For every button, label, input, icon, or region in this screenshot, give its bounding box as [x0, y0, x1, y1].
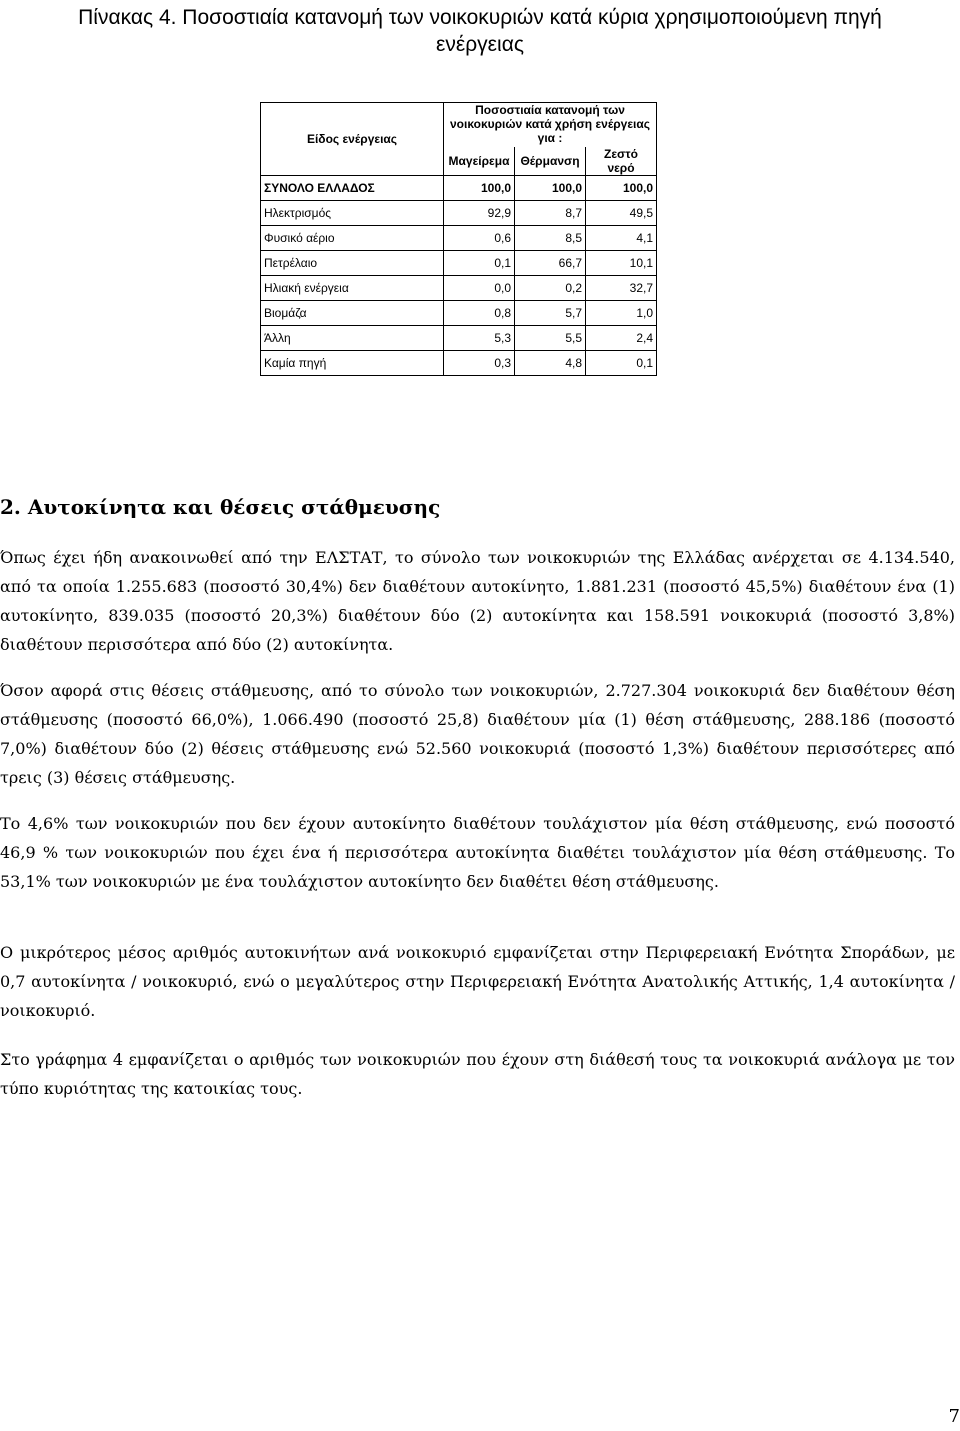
table-row-total	[261, 176, 657, 201]
hot-water-value: 10,1	[586, 251, 657, 276]
energy-type-header: Είδος ενέργειας	[261, 103, 444, 176]
row-label: Ηλεκτρισμός	[261, 201, 444, 226]
heating-value: 100,0	[515, 176, 586, 201]
cooking-header: Μαγείρεμα	[444, 147, 515, 176]
table-row	[261, 301, 657, 326]
heating-value: 8,7	[515, 201, 586, 226]
hot-water-value: 32,7	[586, 276, 657, 301]
cooking-value: 0,0	[444, 276, 515, 301]
heating-value: 0,2	[515, 276, 586, 301]
paragraph-households-cars: Όπως έχει ήδη ανακοινωθεί από την ΕΛΣΤΑΤ, το σύνολο των νοικοκυριών της Ελλάδας ανέρχεται σε 4.134.540, από τα οποία 1.255.683 (ποσοστό 30,4%) δεν διαθέτουν αυτοκίνητο, 1.881.231 (ποσοστό 45,5%) διαθέτουν ένα (1) αυτοκίνητο, 839.035 (ποσοστό 20,3%) διαθέτουν δύο (2) αυτοκίνητα και 158.591 νοικοκυριά (ποσοστό 3,8%) διαθέτουν περισσότερα από δύο (2) αυτοκίνητα.	[0, 548, 955, 654]
hot-water-header: Ζεστό νερό	[586, 147, 657, 176]
section-heading: 2. Αυτοκίνητα και θέσεις στάθμευσης	[0, 495, 441, 519]
hot-water-value: 0,1	[586, 351, 657, 376]
row-label: Ηλιακή ενέργεια	[261, 276, 444, 301]
row-label: Πετρέλαιο	[261, 251, 444, 276]
page-number: 7	[948, 1406, 960, 1427]
heating-value: 4,8	[515, 351, 586, 376]
cooking-value: 0,1	[444, 251, 515, 276]
heating-header: Θέρμανση	[515, 147, 586, 176]
row-label: Βιομάζα	[261, 301, 444, 326]
distribution-group-header: Ποσοστιαία κατανομή των νοικοκυριών κατά χρήση ενέργειας για :	[444, 103, 657, 148]
heating-value: 5,7	[515, 301, 586, 326]
paragraph-cars-per-household: Ο μικρότερος μέσος αριθμός αυτοκινήτων ανά νοικοκυριό εμφανίζεται στην Περιφερειακή Ενότητα Σποράδων, με 0,7 αυτοκίνητα / νοικοκυριό, ενώ ο μεγαλύτερος στην Περιφερειακή Ενότητα Ανατολικής Αττικής, 1,4 αυτοκίνητα / νοικοκυριό.	[0, 943, 955, 1020]
cooking-value: 0,8	[444, 301, 515, 326]
hot-water-value: 49,5	[586, 201, 657, 226]
row-label: Άλλη	[261, 326, 444, 351]
table-row	[261, 251, 657, 276]
hot-water-value: 1,0	[586, 301, 657, 326]
row-label: Καμία πηγή	[261, 351, 444, 376]
cooking-value: 0,3	[444, 351, 515, 376]
cooking-value: 5,3	[444, 326, 515, 351]
hot-water-value: 2,4	[586, 326, 657, 351]
paragraph-chart-reference: Στο γράφημα 4 εμφανίζεται ο αριθμός των νοικοκυριών που έχουν στη διάθεσή τους τα νοικοκυριά ανάλογα με τον τύπο κυριότητας της κατοικίας τους.	[0, 1050, 955, 1098]
heating-value: 66,7	[515, 251, 586, 276]
table-caption-line-1: Πίνακας 4. Ποσοστιαία κατανομή των νοικοκυριών κατά κύρια χρησιμοποιούμενη πηγή	[78, 6, 882, 29]
heating-value: 5,5	[515, 326, 586, 351]
energy-source-table	[260, 102, 657, 376]
hot-water-value: 100,0	[586, 176, 657, 201]
cooking-value: 0,6	[444, 226, 515, 251]
paragraph-parking-share: Το 4,6% των νοικοκυριών που δεν έχουν αυτοκίνητο διαθέτουν τουλάχιστον μία θέση στάθμευσης, ενώ ποσοστό 46,9 % των νοικοκυριών που έχει ένα ή περισσότερα αυτοκίνητα διαθέτει τουλάχιστον μία θέση στάθμευσης. Το 53,1% των νοικοκυριών με ένα τουλάχιστον αυτοκίνητο δεν διαθέτει θέση στάθμευσης.	[0, 814, 955, 891]
table-row	[261, 201, 657, 226]
table-caption-line-2: ενέργειας	[436, 33, 524, 56]
table-row	[261, 326, 657, 351]
cooking-value: 100,0	[444, 176, 515, 201]
table-header-row	[261, 103, 657, 148]
heating-value: 8,5	[515, 226, 586, 251]
paragraph-parking-spaces: Όσον αφορά στις θέσεις στάθμευσης, από το σύνολο των νοικοκυριών, 2.727.304 νοικοκυριά δεν διαθέτουν θέση στάθμευσης (ποσοστό 66,0%), 1.066.490 (ποσοστό 25,8) διαθέτουν μία (1) θέση στάθμευσης, 288.186 (ποσοστό 7,0%) διαθέτουν δύο (2) θέσεις στάθμευσης ενώ 52.560 νοικοκυριά (ποσοστό 1,3%) διαθέτουν περισσότερες από τρεις (3) θέσεις στάθμευσης.	[0, 681, 955, 787]
cooking-value: 92,9	[444, 201, 515, 226]
hot-water-value: 4,1	[586, 226, 657, 251]
table-row	[261, 351, 657, 376]
table-row	[261, 226, 657, 251]
row-label: ΣΥΝΟΛΟ ΕΛΛΑΔΟΣ	[261, 176, 444, 201]
table-row	[261, 276, 657, 301]
row-label: Φυσικό αέριο	[261, 226, 444, 251]
